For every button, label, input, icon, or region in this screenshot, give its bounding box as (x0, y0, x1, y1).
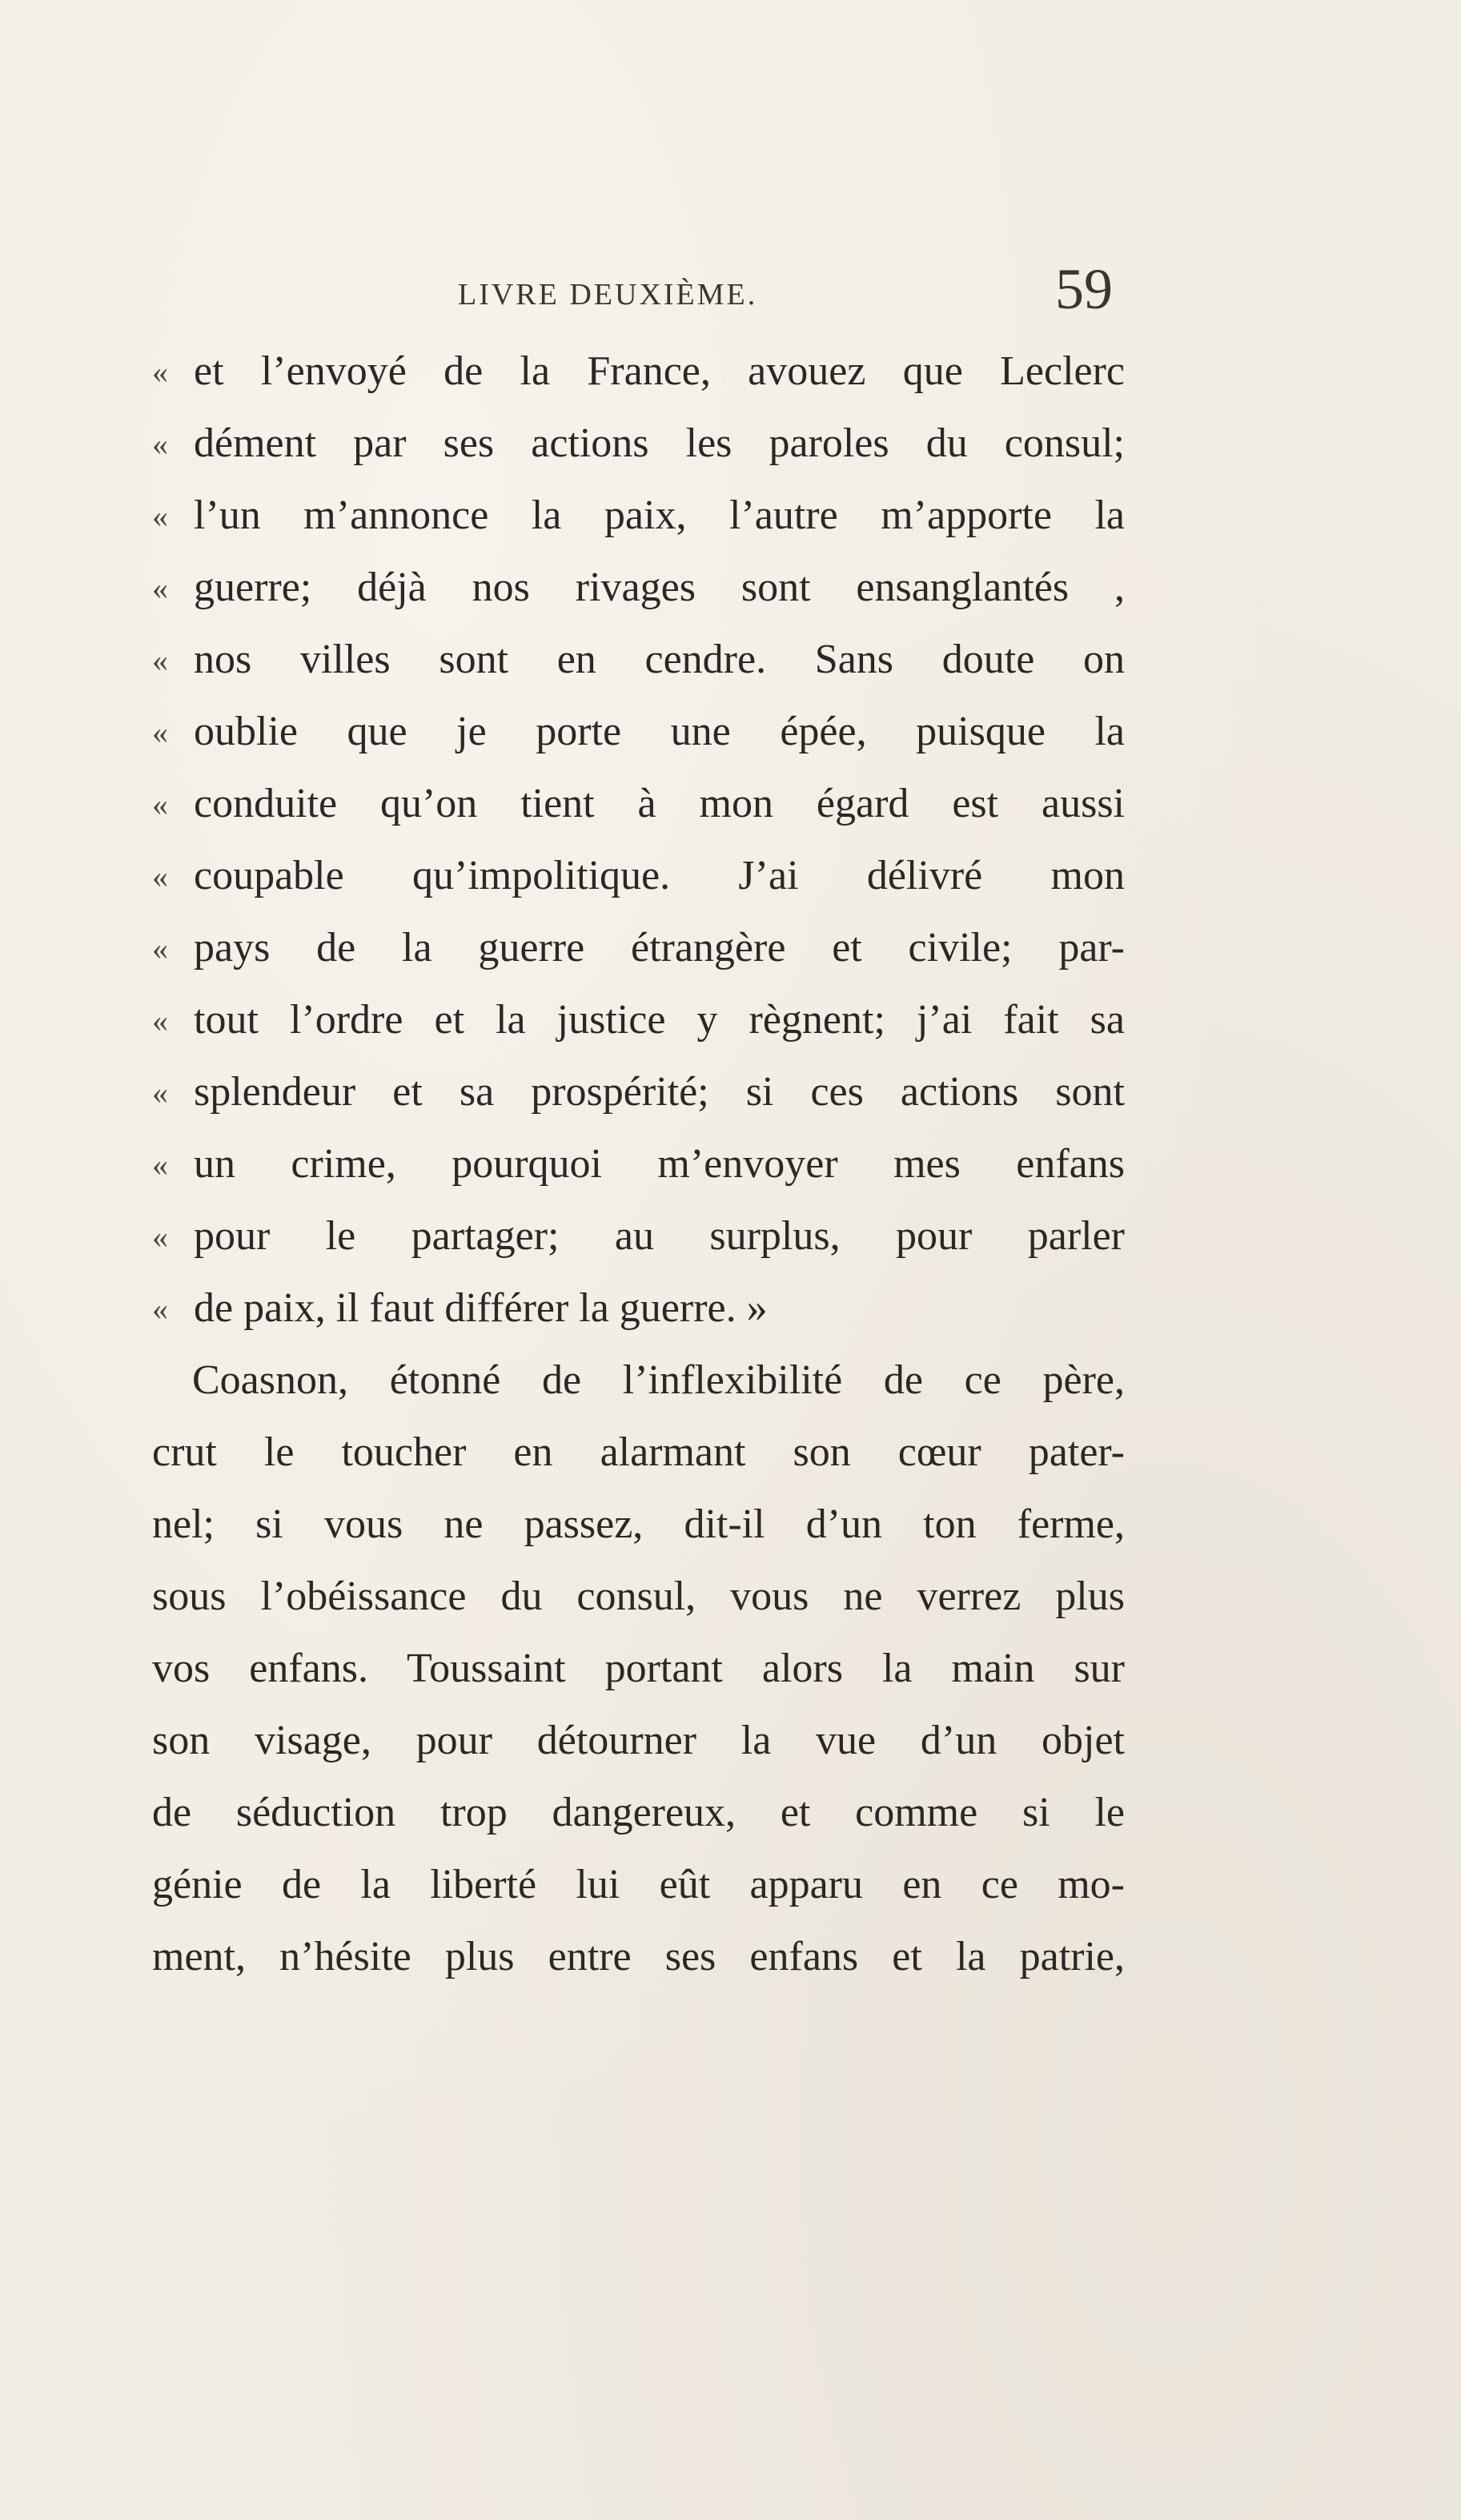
quoted-line: « coupable qu’impolitique. J’ai délivré mon (152, 851, 1125, 902)
quoted-line: « de paix, il faut différer la guerre. » (152, 1284, 1125, 1334)
quoted-line: « oublie que je porte une épée, puisque la (152, 707, 1125, 758)
paragraph-line: de séduction trop dangereux, et comme si le (152, 1790, 1125, 1835)
quoted-line: « et l’envoyé de la France, avouez que Leclerc (152, 347, 1125, 397)
quoted-line: « pour le partager; au surplus, pour parler (152, 1212, 1125, 1262)
quote-mark: « (152, 1219, 168, 1255)
quote-mark: « (152, 858, 168, 894)
quote-mark: « (152, 570, 168, 606)
quoted-line: « un crime, pourquoi m’envoyer mes enfans (152, 1139, 1125, 1190)
quoted-line: « l’un m’annonce la paix, l’autre m’apporte la (152, 491, 1125, 541)
quote-mark: « (152, 786, 168, 822)
running-head: LIVRE DEUXIÈME. (458, 278, 758, 311)
paragraph-line: ment, n’hésite plus entre ses enfans et la patrie, (152, 1934, 1125, 1979)
page-number: 59 (1055, 257, 1113, 321)
paragraph-line: vos enfans. Toussaint portant alors la main sur (152, 1646, 1125, 1691)
paragraph-line: crut le toucher en alarmant son cœur pater- (152, 1429, 1125, 1475)
quote-mark: « (152, 426, 168, 462)
quoted-line: « nos villes sont en cendre. Sans doute on (152, 635, 1125, 685)
quote-mark: « (152, 1075, 168, 1111)
quoted-line: « pays de la guerre étrangère et civile; par- (152, 923, 1125, 974)
quoted-line: « splendeur et sa prospérité; si ces actions sont (152, 1067, 1125, 1118)
paragraph-line: son visage, pour détourner la vue d’un objet (152, 1718, 1125, 1763)
quoted-line: « tout l’ordre et la justice y règnent; j’ai fait sa (152, 995, 1125, 1046)
quote-mark: « (152, 498, 168, 534)
paragraph-line: sous l’obéissance du consul, vous ne verrez plus (152, 1573, 1125, 1619)
quote-mark: « (152, 714, 168, 750)
paragraph-line: génie de la liberté lui eût apparu en ce mo- (152, 1862, 1125, 1907)
quote-mark: « (152, 354, 168, 390)
quote-mark: « (152, 1003, 168, 1039)
paragraph-line: nel; si vous ne passez, dit-il d’un ton ferme, (152, 1501, 1125, 1547)
quote-mark: « (152, 1147, 168, 1183)
quote-mark: « (152, 930, 168, 967)
quoted-line: « guerre; déjà nos rivages sont ensanglantés , (152, 563, 1125, 613)
quote-mark: « (152, 642, 168, 678)
paragraph-line: Coasnon, étonné de l’inflexibilité de ce père, (192, 1357, 1125, 1403)
quote-mark: « (152, 1291, 168, 1327)
quoted-line: « conduite qu’on tient à mon égard est aussi (152, 779, 1125, 830)
quoted-line: « dément par ses actions les paroles du consul; (152, 419, 1125, 469)
